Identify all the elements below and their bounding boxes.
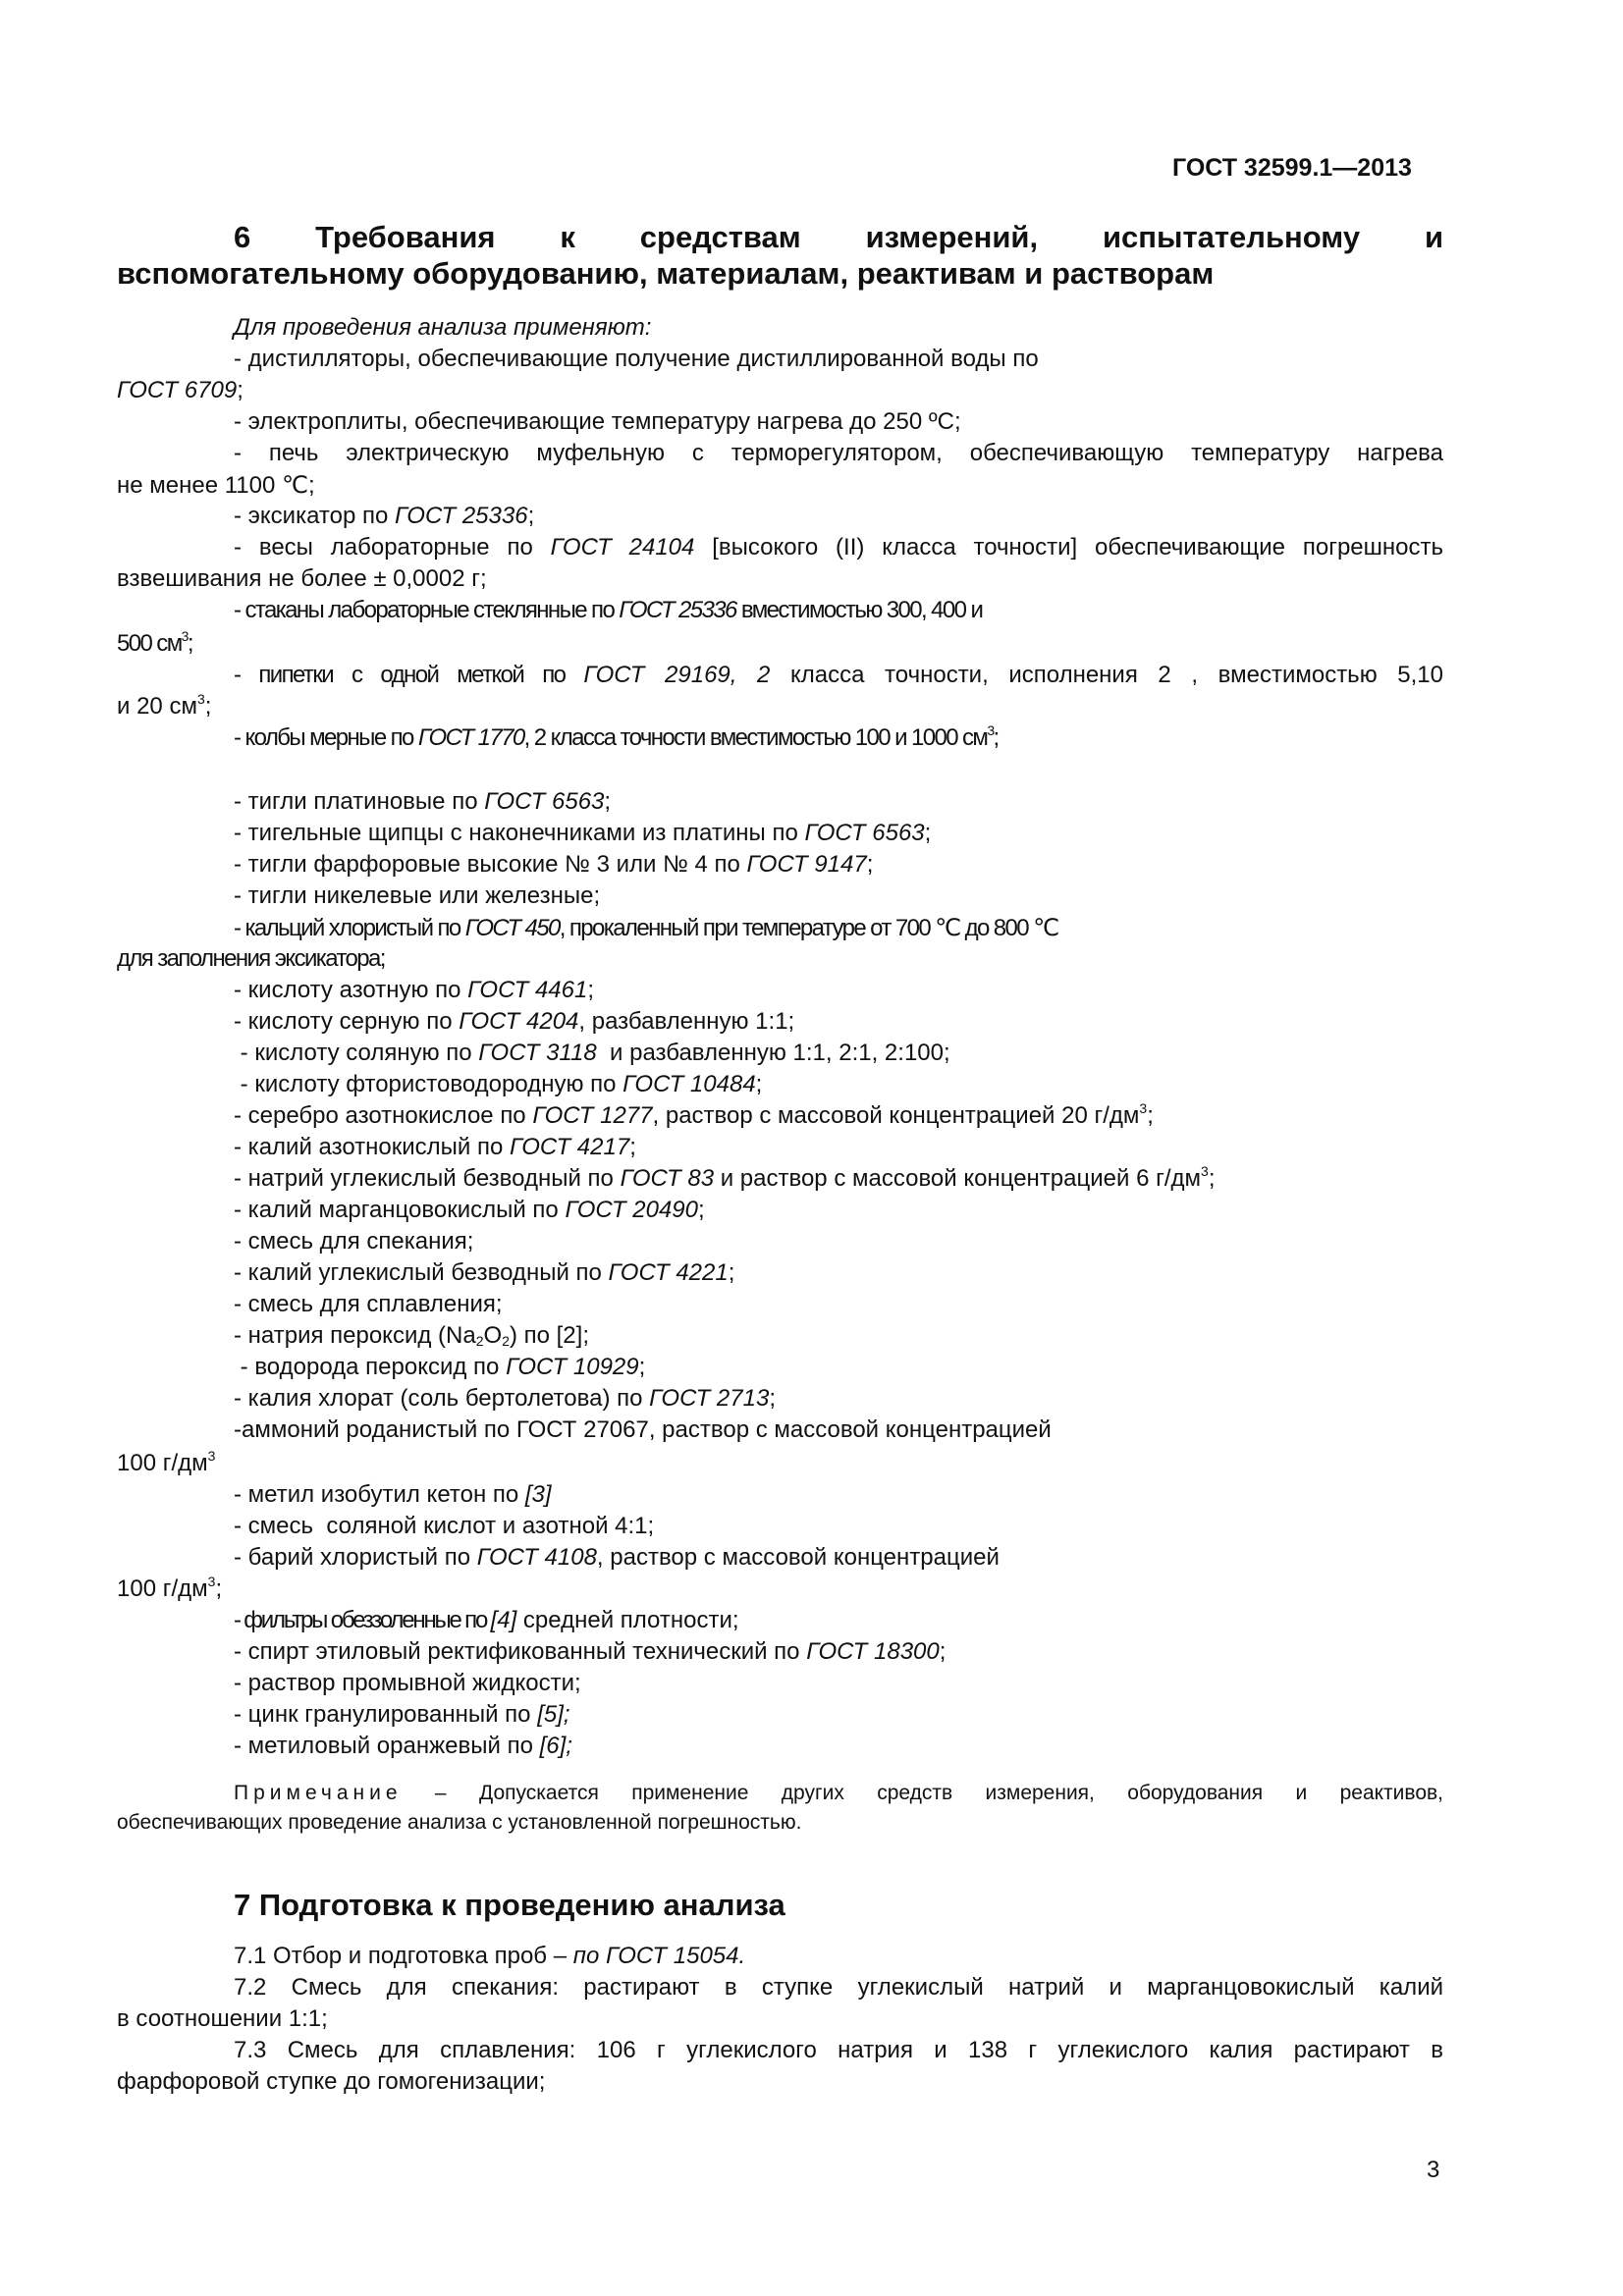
list-item: - натрий углекислый безводный по ГОСТ 83 и раствор с массовой концентрацией 6 $г/дм^3$;	[234, 1163, 1216, 1192]
heading-word: испытательному	[1102, 220, 1361, 254]
list-item-cont: 500 $см^3$;	[117, 628, 192, 657]
paragraph-7-2-cont: в соотношении 1:1;	[117, 2005, 328, 2032]
list-item: - калий углекислый безводный по ГОСТ 4221;	[234, 1259, 735, 1286]
list-item-cont: и 20 $см^3$;	[117, 691, 212, 720]
document-code: ГОСТ 32599.1—2013	[1172, 154, 1412, 182]
list-item: - кальций хлористый по ГОСТ 450, прокаленный при температуре от 700 ℃ до 800 ℃	[234, 915, 1058, 941]
list-item: - метил изобутил кетон по [3]	[234, 1481, 552, 1508]
list-item: - эксикатор по ГОСТ 25336;	[234, 503, 535, 529]
heading-word: Требования	[315, 220, 496, 254]
list-item: - серебро азотнокислое по ГОСТ 1277, раствор с массовой концентрацией 20 $г/дм^3$;	[234, 1100, 1154, 1129]
note-line1: Примечание – Допускается применение других средств измерения, оборудования и реактивов,	[234, 1782, 1444, 1804]
list-item: - натрия пероксид $(Na_2O_2)$ по [2];	[234, 1322, 589, 1349]
list-item: - электроплиты, обеспечивающие температуру нагрева до 250 ºC;	[234, 408, 961, 435]
list-item: - раствор промывной жидкости;	[234, 1670, 581, 1696]
list-item: - дистилляторы, обеспечивающие получение дистиллированной воды по	[234, 346, 1039, 372]
heading-word: измерений,	[865, 220, 1039, 254]
note-line2: обеспечивающих проведение анализа с установленной погрешностью.	[117, 1811, 802, 1834]
intro-text: Для проведения анализа применяют:	[234, 314, 652, 341]
list-item: - весы лабораторные по ГОСТ 24104 [высокого (II) класса точности] обеспечивающие погрешность	[234, 534, 1444, 561]
paragraph-7-3-cont: фарфоровой ступке до гомогенизации;	[117, 2068, 546, 2095]
note-label: Примечание	[234, 1782, 403, 1804]
section-6-heading-line2: вспомогательному оборудованию, материалам, реактивам и растворам	[117, 256, 1215, 291]
list-item-cont: ГОСТ 6709;	[117, 377, 243, 403]
list-item: - кислоту фтористоводородную по ГОСТ 10484;	[234, 1071, 763, 1097]
list-item: - цинк гранулированный по [5];	[234, 1701, 570, 1728]
paragraph-7-3: 7.3 Смесь для сплавления: 106 г углекислого натрия и 138 г углекислого калия растирают в	[234, 2037, 1443, 2063]
list-item: - тигли никелевые или железные;	[234, 882, 601, 909]
list-item-cont: 100 $г/дм^3$	[117, 1448, 216, 1476]
list-item: - печь электрическую муфельную с терморегулятором, обеспечивающую температуру нагрева	[234, 440, 1443, 466]
list-item-cont: не менее 1100 ℃;	[117, 472, 315, 499]
page-number: 3	[1427, 2157, 1440, 2183]
list-item-cont: 100 $г/дм^3$;	[117, 1574, 223, 1602]
list-item: - пипетки с одной меткой по ГОСТ 29169, 2 класса точности, исполнения 2 , вместимостью 5,10	[234, 662, 1443, 688]
list-item: - метиловый оранжевый по [6];	[234, 1733, 572, 1759]
list-item: - смесь для сплавления;	[234, 1291, 503, 1317]
list-item: - спирт этиловый ректификованный технический по ГОСТ 18300;	[234, 1638, 947, 1665]
list-item: - водорода пероксид по ГОСТ 10929;	[234, 1354, 646, 1380]
list-item: - тигельные щипцы с наконечниками из платины по ГОСТ 6563;	[234, 820, 932, 846]
list-item: - тигли платиновые по ГОСТ 6563;	[234, 788, 612, 815]
list-item: - калия хлорат (соль бертолетова) по ГОСТ 2713;	[234, 1385, 776, 1412]
list-item: - калий марганцовокислый по ГОСТ 20490;	[234, 1197, 705, 1223]
list-item-cont: взвешивания не более ± 0,0002 г;	[117, 565, 487, 592]
list-item: - кислоту соляную по ГОСТ 3118 и разбавленную 1:1, 2:1, 2:100;	[234, 1040, 950, 1066]
section-6-heading-line1	[234, 220, 1443, 255]
list-item: - барий хлористый по ГОСТ 4108, раствор с массовой концентрацией	[234, 1544, 1000, 1571]
list-item: - колбы мерные по ГОСТ 1770, 2 класса точности вместимостью 100 и 1000 $см^3$;	[234, 722, 999, 751]
list-item: - стаканы лабораторные стеклянные по ГОСТ 25336 вместимостью 300, 400 и	[234, 597, 983, 623]
paragraph-7-2: 7.2 Смесь для спекания: растирают в ступке углекислый натрий и марганцовокислый калий	[234, 1974, 1443, 2001]
heading-word: средствам	[639, 220, 801, 254]
list-item: - смесь для спекания;	[234, 1228, 474, 1255]
list-item: - калий азотнокислый по ГОСТ 4217;	[234, 1134, 636, 1160]
section-7-heading: 7 Подготовка к проведению анализа	[234, 1888, 785, 1922]
paragraph-7-1: 7.1 Отбор и подготовка проб – по ГОСТ 15054.	[234, 1943, 746, 1969]
list-item: - кислоту серную по ГОСТ 4204, разбавленную 1:1;	[234, 1008, 795, 1035]
heading-word: и	[1424, 220, 1443, 254]
list-item: -аммоний роданистый по ГОСТ 27067, раствор с массовой концентрацией	[234, 1416, 1052, 1443]
list-item: - смесь соляной кислот и азотной 4:1;	[234, 1513, 655, 1539]
list-item-cont: для заполнения эксикатора;	[117, 945, 385, 972]
heading-word: 6	[234, 220, 251, 254]
list-item: - тигли фарфоровые высокие № 3 или № 4 по ГОСТ 9147;	[234, 851, 874, 878]
list-item: - фильтры обеззоленные по [4] средней плотности;	[234, 1607, 739, 1633]
heading-word: к	[560, 220, 575, 254]
list-item: - кислоту азотную по ГОСТ 4461;	[234, 977, 595, 1003]
